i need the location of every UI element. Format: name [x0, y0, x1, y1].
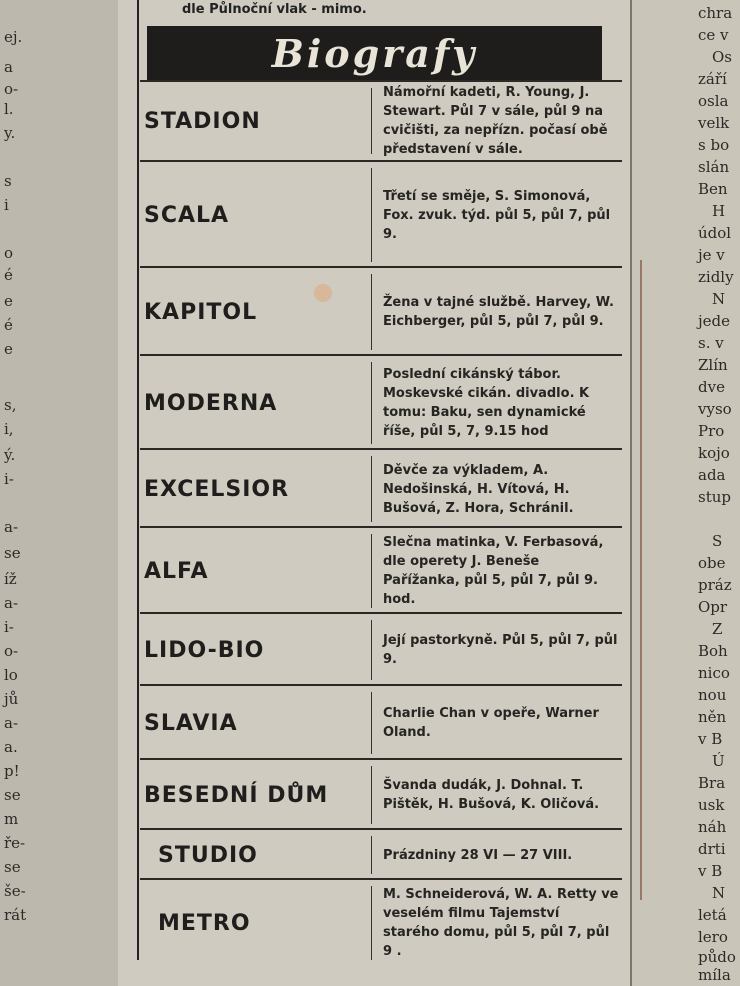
- right-page-column: [630, 0, 740, 986]
- right-fragment: Ú: [712, 752, 725, 770]
- listing-divider: [371, 362, 372, 444]
- header-note: dle Půlnoční vlak - mimo.: [182, 2, 367, 17]
- right-fragment: N: [712, 884, 726, 902]
- right-fragment: s bo: [698, 136, 730, 154]
- left-fragment: se: [4, 786, 21, 804]
- right-fragment: září: [698, 70, 727, 88]
- cinema-name: EXCELSIOR: [144, 476, 290, 502]
- right-fragment: N: [712, 290, 726, 308]
- left-fragment: a: [4, 58, 13, 76]
- right-fragment: H: [712, 202, 726, 220]
- cinema-name: SLAVIA: [144, 710, 238, 736]
- left-fragment: a.: [4, 738, 18, 756]
- left-fragment: p!: [4, 762, 20, 780]
- left-fragment: a-: [4, 594, 19, 612]
- left-fragment: se: [4, 544, 21, 562]
- right-fragment: vyso: [698, 400, 732, 418]
- right-fragment: nou: [698, 686, 727, 704]
- left-fragment: i-: [4, 470, 14, 488]
- cinema-name: STUDIO: [158, 842, 258, 868]
- cinema-program: Děvče za výkladem, A. Nedošinská, H. Vítová, H. Bušová, Z. Hora, Schránil.: [383, 462, 574, 516]
- cinema-listing-lido-bio: [140, 612, 622, 686]
- left-fragment: še-: [4, 882, 26, 900]
- cinema-program: Žena v tajné službě. Harvey, W. Eichberger, půl 5, půl 7, půl 9.: [383, 295, 614, 329]
- left-fragment: é: [4, 316, 13, 334]
- listing-divider: [371, 88, 372, 154]
- listing-divider: [371, 456, 372, 522]
- right-fragment: náh: [698, 818, 727, 836]
- left-fragment: i: [4, 196, 9, 214]
- left-fragment: l.: [4, 100, 14, 118]
- cinema-program: Námořní kadeti, R. Young, J. Stewart. Půl 7 v sále, půl 9 na cvičišti, za nepřízn. počasí obě představení v sále.: [383, 85, 608, 157]
- right-fragment: Zlín: [698, 356, 728, 374]
- cinema-program: Slečna matinka, V. Ferbasová, dle operety J. Beneše Pařížanka, půl 5, půl 7, půl 9. hod.: [383, 535, 604, 607]
- cinema-program: Prázdniny 28 VI — 27 VIII.: [383, 847, 573, 863]
- listing-divider: [371, 274, 372, 350]
- left-fragment: a-: [4, 714, 19, 732]
- left-fragment: é: [4, 266, 13, 284]
- left-fragment: o-: [4, 80, 19, 98]
- right-fragment: obe: [698, 554, 726, 572]
- right-fragment: velk: [698, 114, 730, 132]
- column-rule: [137, 0, 139, 960]
- right-fragment: Pro: [698, 422, 725, 440]
- left-fragment: e: [4, 292, 13, 310]
- right-fragment: v B: [698, 730, 723, 748]
- right-fragment: jede: [698, 312, 731, 330]
- right-fragment: kojo: [698, 444, 730, 462]
- left-fragment: íž: [4, 570, 17, 588]
- right-fragment: nico: [698, 664, 730, 682]
- listing-divider: [371, 836, 372, 874]
- cinema-name: SCALA: [144, 202, 230, 228]
- right-fragment: Z: [712, 620, 723, 638]
- right-fragment: zidly: [698, 268, 734, 286]
- right-fragment: slán: [698, 158, 730, 176]
- cinema-listing-moderna: [140, 354, 622, 450]
- page-crease: [640, 260, 642, 900]
- right-fragment: Os: [712, 48, 732, 66]
- section-title: Biografy: [271, 30, 478, 76]
- left-fragment: lo: [4, 666, 18, 684]
- cinema-name: BESEDNÍ DŮM: [144, 782, 329, 808]
- left-fragment: y.: [4, 124, 16, 142]
- listing-divider: [371, 692, 372, 754]
- right-fragment: ce v: [698, 26, 729, 44]
- cinema-program: M. Schneiderová, W. A. Retty ve veselém filmu Tajemství starého domu, půl 5, půl 7, půl 9 .: [383, 887, 619, 959]
- left-fragment: ý.: [4, 446, 16, 464]
- right-fragment: S: [712, 532, 723, 550]
- right-fragment: drti: [698, 840, 726, 858]
- listing-divider: [371, 168, 372, 262]
- left-fragment: i-: [4, 618, 14, 636]
- cinema-program: Její pastorkyně. Půl 5, půl 7, půl 9.: [383, 633, 618, 667]
- left-fragment: se: [4, 858, 21, 876]
- cinema-listing-slavia: [140, 684, 622, 760]
- left-fragment: jů: [4, 690, 19, 708]
- cinema-program: Charlie Chan v opeře, Warner Oland.: [383, 706, 599, 740]
- cinema-name: ALFA: [144, 558, 209, 584]
- left-fragment: s,: [4, 396, 17, 414]
- left-fragment: ej.: [4, 28, 23, 46]
- listing-divider: [371, 620, 372, 680]
- cinema-listing-alfa: [140, 526, 622, 614]
- paper-stain: [314, 284, 332, 302]
- right-fragment: s. v: [698, 334, 724, 352]
- right-fragment: dve: [698, 378, 725, 396]
- right-fragment: letá: [698, 906, 727, 924]
- left-fragment: s: [4, 172, 12, 190]
- left-fragment: i,: [4, 420, 14, 438]
- cinema-listing-scala: [140, 160, 622, 268]
- listing-divider: [371, 886, 372, 960]
- section-banner: [147, 26, 602, 80]
- right-fragment: lero: [698, 928, 728, 946]
- cinema-name: METRO: [158, 910, 251, 936]
- left-fragment: m: [4, 810, 19, 828]
- cinema-program: Třetí se směje, S. Simonová, Fox. zvuk. týd. půl 5, půl 7, půl 9.: [383, 188, 611, 242]
- right-fragment: je v: [698, 246, 725, 264]
- left-fragment: ře-: [4, 834, 26, 852]
- left-fragment: e: [4, 340, 13, 358]
- right-fragment: osla: [698, 92, 729, 110]
- cinema-listing-metro: [140, 878, 622, 966]
- right-fragment: stup: [698, 488, 731, 506]
- cinema-listing-excelsior: [140, 448, 622, 528]
- listing-divider: [371, 766, 372, 824]
- cinema-listing-kapitol: [140, 266, 622, 356]
- cinema-program: Švanda dudák, J. Dohnal. T. Pištěk, H. Bušová, K. Oličová.: [383, 778, 600, 812]
- right-fragment: Ben: [698, 180, 728, 198]
- left-page-column: [0, 0, 118, 986]
- left-fragment: rát: [4, 906, 27, 924]
- cinema-listing-studio: [140, 828, 622, 880]
- listing-divider: [371, 534, 372, 608]
- right-fragment: něn: [698, 708, 727, 726]
- cinema-name: LIDO-BIO: [144, 637, 265, 663]
- left-fragment: o-: [4, 642, 19, 660]
- right-fragment: v B: [698, 862, 723, 880]
- cinema-name: STADION: [144, 108, 261, 134]
- right-fragment: Boh: [698, 642, 728, 660]
- right-fragment: údol: [698, 224, 732, 242]
- right-fragment: půdo: [698, 948, 736, 966]
- right-fragment: Bra: [698, 774, 726, 792]
- cinema-name: KAPITOL: [144, 299, 258, 325]
- cinema-listing-besedni-dum: [140, 758, 622, 830]
- cinema-name: MODERNA: [144, 390, 278, 416]
- right-fragment: práz: [698, 576, 732, 594]
- right-fragment: ada: [698, 466, 726, 484]
- cinema-program: Poslední cikánský tábor. Moskevské cikán. divadlo. K tomu: Baku, sen dynamické říše, půl 5, 7, 9.15 hod: [383, 367, 590, 439]
- right-fragment: chra: [698, 4, 733, 22]
- right-fragment: míla: [698, 966, 731, 984]
- cinema-listing-stadion: [140, 80, 622, 160]
- right-fragment: Opr: [698, 598, 728, 616]
- left-fragment: o: [4, 244, 14, 262]
- left-fragment: a-: [4, 518, 19, 536]
- right-fragment: usk: [698, 796, 725, 814]
